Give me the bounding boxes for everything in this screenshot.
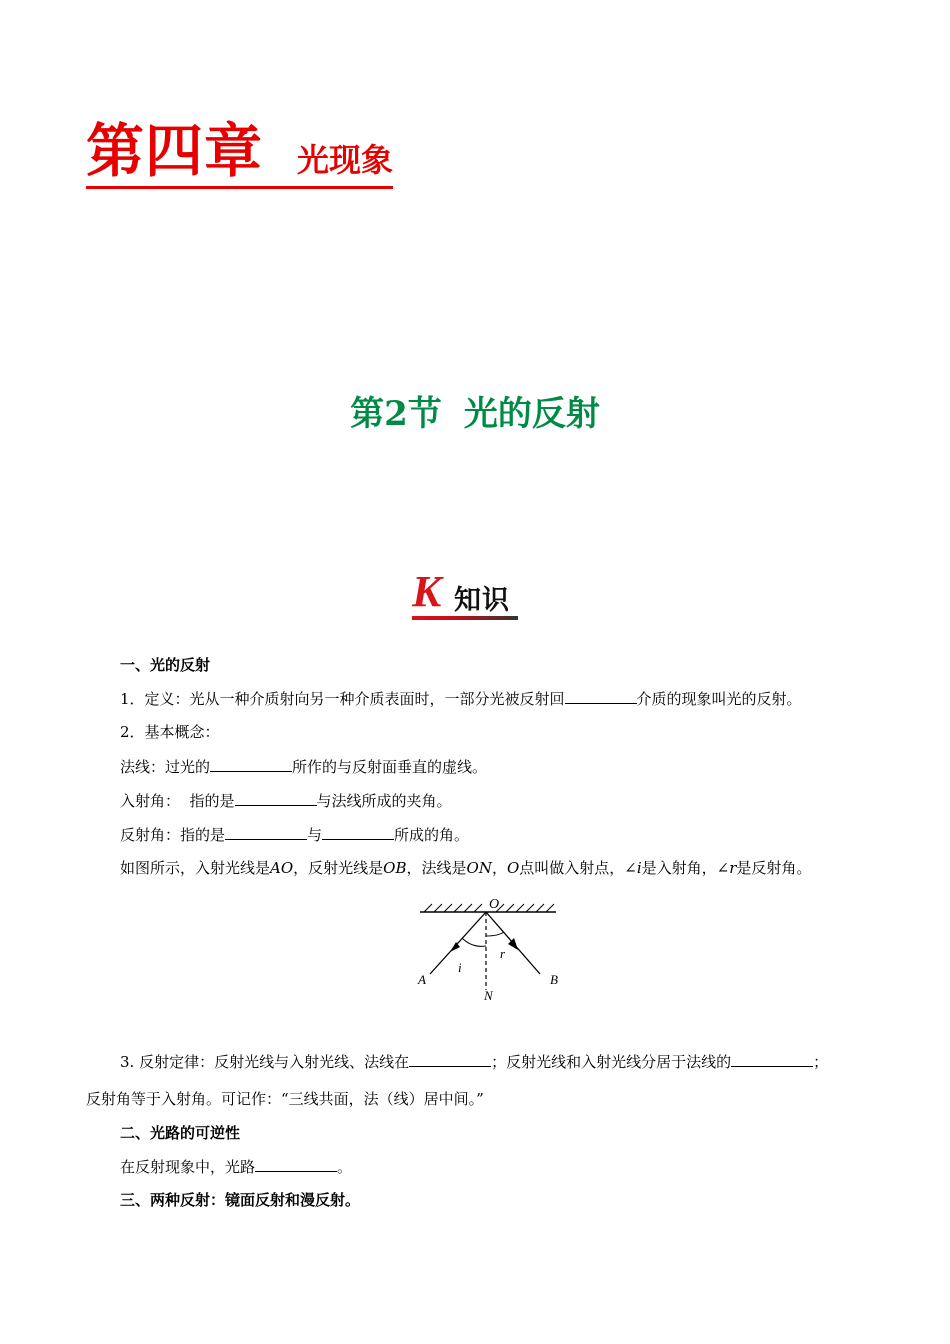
law-line: 3. 反射定律：反射光线与入射光线、法线在 ；反射光线和入射光线分居于法线的 ； xyxy=(120,1050,828,1073)
section-title xyxy=(0,392,950,436)
label-r: r xyxy=(500,946,506,961)
badge-label: 知识 xyxy=(454,585,510,616)
knowledge-badge xyxy=(412,568,520,624)
label-a: A xyxy=(418,972,426,987)
reversibility-line: 在反射现象中，光路 。 xyxy=(120,1155,352,1178)
chapter-name: 光现象 xyxy=(297,141,394,179)
concepts-heading: 2．基本概念： xyxy=(120,723,220,741)
label-o: O xyxy=(489,897,500,912)
section-number: 第2节 xyxy=(350,394,442,434)
label-n: N xyxy=(484,988,493,1003)
section-name: 光的反射 xyxy=(463,394,600,434)
blank-4[interactable] xyxy=(225,823,307,840)
mirror-surface xyxy=(420,904,556,912)
heading-reflection: 一、光的反射 xyxy=(120,656,211,674)
law-line-2: 反射角等于入射角。可记作：“三线共面，法（线）居中间。” xyxy=(86,1090,484,1108)
normal-line: 法线：过光的 所作的与反射面垂直的虚线。 xyxy=(120,755,487,778)
blank-1[interactable] xyxy=(565,687,637,704)
label-b: B xyxy=(550,972,558,987)
badge-underline xyxy=(412,616,518,620)
blank-6[interactable] xyxy=(409,1050,491,1067)
blank-3[interactable] xyxy=(235,789,317,806)
heading-two-reflections: 三、两种反射：镜面反射和漫反射。 xyxy=(120,1191,361,1209)
angle-i-arc xyxy=(462,938,486,946)
incidence-angle-line: 入射角： 指的是 与法线所成的夹角。 xyxy=(120,789,452,812)
reflection-angle-line: 反射角：指的是 与 所成的角。 xyxy=(120,823,469,846)
chapter-number: 第四章 xyxy=(86,117,264,185)
label-i: i xyxy=(458,960,462,975)
blank-5[interactable] xyxy=(322,823,394,840)
incident-arrow xyxy=(450,942,460,952)
blank-8[interactable] xyxy=(255,1155,337,1172)
blank-7[interactable] xyxy=(731,1050,813,1067)
angle-r-arc xyxy=(486,932,504,936)
figure-description: 如图所示，入射光线是AO，反射光线是OB，法线是ON，O点叫做入射点，∠i是入射角，∠r是反射角。 xyxy=(120,859,812,877)
heading-reversibility: 二、光路的可逆性 xyxy=(120,1124,241,1142)
blank-2[interactable] xyxy=(210,755,292,772)
definition-line: 1．定义：光从一种介质射向另一种介质表面时，一部分光被反射回 介质的现象叫光的反射。 xyxy=(120,687,802,710)
chapter-title xyxy=(86,118,393,189)
badge-letter: K xyxy=(412,567,442,616)
reflection-diagram xyxy=(410,890,570,1010)
